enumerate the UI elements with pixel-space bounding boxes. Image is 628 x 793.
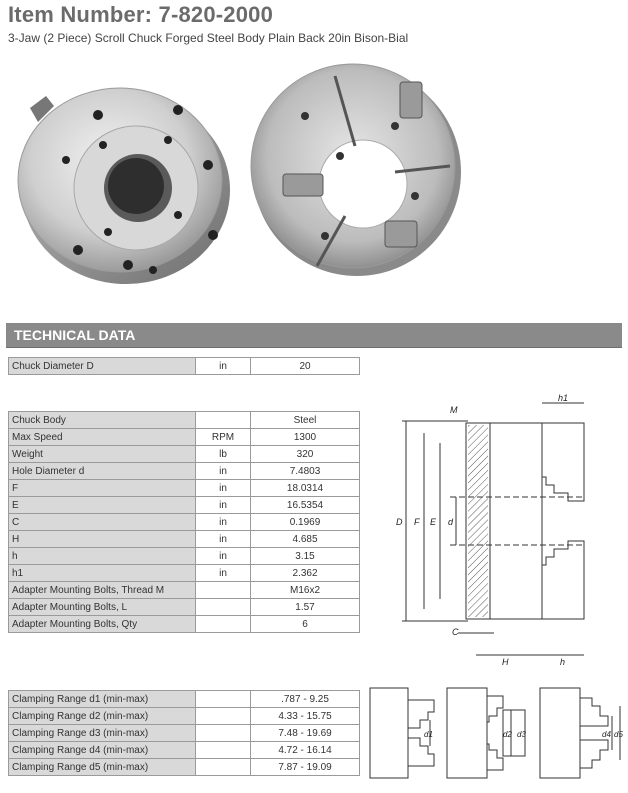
- spec-unit: [196, 759, 251, 776]
- clamping-range-drawing-1: [368, 686, 448, 780]
- spec-unit: in: [196, 514, 251, 531]
- dim-label-C: C: [452, 627, 459, 637]
- chuck-photo-left: [8, 60, 236, 288]
- table-row: [9, 463, 360, 480]
- dim-label-h: h: [560, 657, 566, 665]
- dim-label-d: d: [448, 517, 454, 527]
- spec-label: Clamping Range d5 (min-max): [9, 759, 196, 776]
- table-row: [9, 708, 360, 725]
- spec-label: Clamping Range d4 (min-max): [9, 742, 196, 759]
- diameter-table: [8, 357, 360, 375]
- dim-label-F: F: [414, 517, 420, 527]
- product-subtitle: 3-Jaw (2 Piece) Scroll Chuck Forged Steel Body Plain Back 20in Bison-Bial: [8, 31, 409, 45]
- spec-unit: in: [196, 358, 251, 375]
- spec-value: 7.4803: [251, 463, 360, 480]
- spec-value: 4.33 - 15.75: [251, 708, 360, 725]
- table-row: [9, 599, 360, 616]
- chuck-photo-right: [245, 56, 463, 278]
- spec-value: 1300: [251, 429, 360, 446]
- table-row: [9, 480, 360, 497]
- spec-value: 1.57: [251, 599, 360, 616]
- spec-value: .787 - 9.25: [251, 691, 360, 708]
- spec-unit: RPM: [196, 429, 251, 446]
- spec-value: M16x2: [251, 582, 360, 599]
- dim-label-d2: d2: [503, 730, 512, 739]
- dim-label-h1: h1: [558, 393, 569, 403]
- spec-label: Adapter Mounting Bolts, Qty: [9, 616, 196, 633]
- dim-label-M: M: [450, 405, 458, 415]
- clamping-range-table: [8, 690, 360, 776]
- table-row: [9, 691, 360, 708]
- chuck-dimension-drawing: [388, 393, 624, 665]
- spec-unit: [196, 708, 251, 725]
- spec-label: Adapter Mounting Bolts, Thread M: [9, 582, 196, 599]
- spec-unit: in: [196, 531, 251, 548]
- spec-value: Steel: [251, 412, 360, 429]
- table-row: [9, 759, 360, 776]
- table-row: [9, 412, 360, 429]
- spec-value: 320: [251, 446, 360, 463]
- spec-label: Clamping Range d2 (min-max): [9, 708, 196, 725]
- spec-unit: in: [196, 497, 251, 514]
- spec-value: 7.48 - 19.69: [251, 725, 360, 742]
- table-row: [9, 497, 360, 514]
- spec-label: Chuck Diameter D: [9, 358, 196, 375]
- spec-unit: [196, 725, 251, 742]
- spec-label: Max Speed: [9, 429, 196, 446]
- table-row: [9, 446, 360, 463]
- table-row: [9, 514, 360, 531]
- spec-value: 6: [251, 616, 360, 633]
- spec-label: h1: [9, 565, 196, 582]
- spec-value: 0.1969: [251, 514, 360, 531]
- spec-value: 2.362: [251, 565, 360, 582]
- spec-value: 16.5354: [251, 497, 360, 514]
- dim-label-H: H: [502, 657, 509, 665]
- dim-label-D: D: [396, 517, 403, 527]
- spec-unit: in: [196, 565, 251, 582]
- spec-unit: in: [196, 480, 251, 497]
- table-row: [9, 531, 360, 548]
- table-row: [9, 582, 360, 599]
- table-row: [9, 429, 360, 446]
- spec-unit: [196, 742, 251, 759]
- clamping-range-drawing-3: [538, 686, 626, 780]
- spec-label: E: [9, 497, 196, 514]
- dim-label-d1: d1: [424, 730, 433, 739]
- spec-unit: [196, 412, 251, 429]
- spec-unit: in: [196, 463, 251, 480]
- section-title: TECHNICAL DATA: [14, 327, 136, 343]
- page-title: Item Number: 7-820-2000: [8, 2, 274, 27]
- spec-label: Adapter Mounting Bolts, L: [9, 599, 196, 616]
- spec-value: 20: [251, 358, 360, 375]
- spec-label: F: [9, 480, 196, 497]
- clamping-range-drawing-2: [445, 686, 533, 780]
- spec-value: 4.72 - 16.14: [251, 742, 360, 759]
- table-row: [9, 358, 360, 375]
- dim-label-d4: d4: [602, 730, 611, 739]
- spec-unit: [196, 616, 251, 633]
- spec-label: Chuck Body: [9, 412, 196, 429]
- table-row: [9, 742, 360, 759]
- main-spec-table: [8, 411, 360, 633]
- dim-label-E: E: [430, 517, 437, 527]
- spec-unit: [196, 599, 251, 616]
- spec-label: C: [9, 514, 196, 531]
- spec-unit: lb: [196, 446, 251, 463]
- spec-value: 3.15: [251, 548, 360, 565]
- table-row: [9, 565, 360, 582]
- spec-label: Clamping Range d1 (min-max): [9, 691, 196, 708]
- spec-unit: [196, 691, 251, 708]
- table-row: [9, 548, 360, 565]
- spec-label: Weight: [9, 446, 196, 463]
- spec-unit: [196, 582, 251, 599]
- spec-unit: in: [196, 548, 251, 565]
- table-row: [9, 616, 360, 633]
- technical-data-header: [6, 323, 622, 348]
- dim-label-d5: d5: [614, 730, 623, 739]
- spec-label: Clamping Range d3 (min-max): [9, 725, 196, 742]
- spec-value: 7.87 - 19.09: [251, 759, 360, 776]
- table-row: [9, 725, 360, 742]
- spec-value: 4.685: [251, 531, 360, 548]
- spec-label: h: [9, 548, 196, 565]
- spec-value: 18.0314: [251, 480, 360, 497]
- dim-label-d3: d3: [517, 730, 526, 739]
- spec-label: Hole Diameter d: [9, 463, 196, 480]
- spec-label: H: [9, 531, 196, 548]
